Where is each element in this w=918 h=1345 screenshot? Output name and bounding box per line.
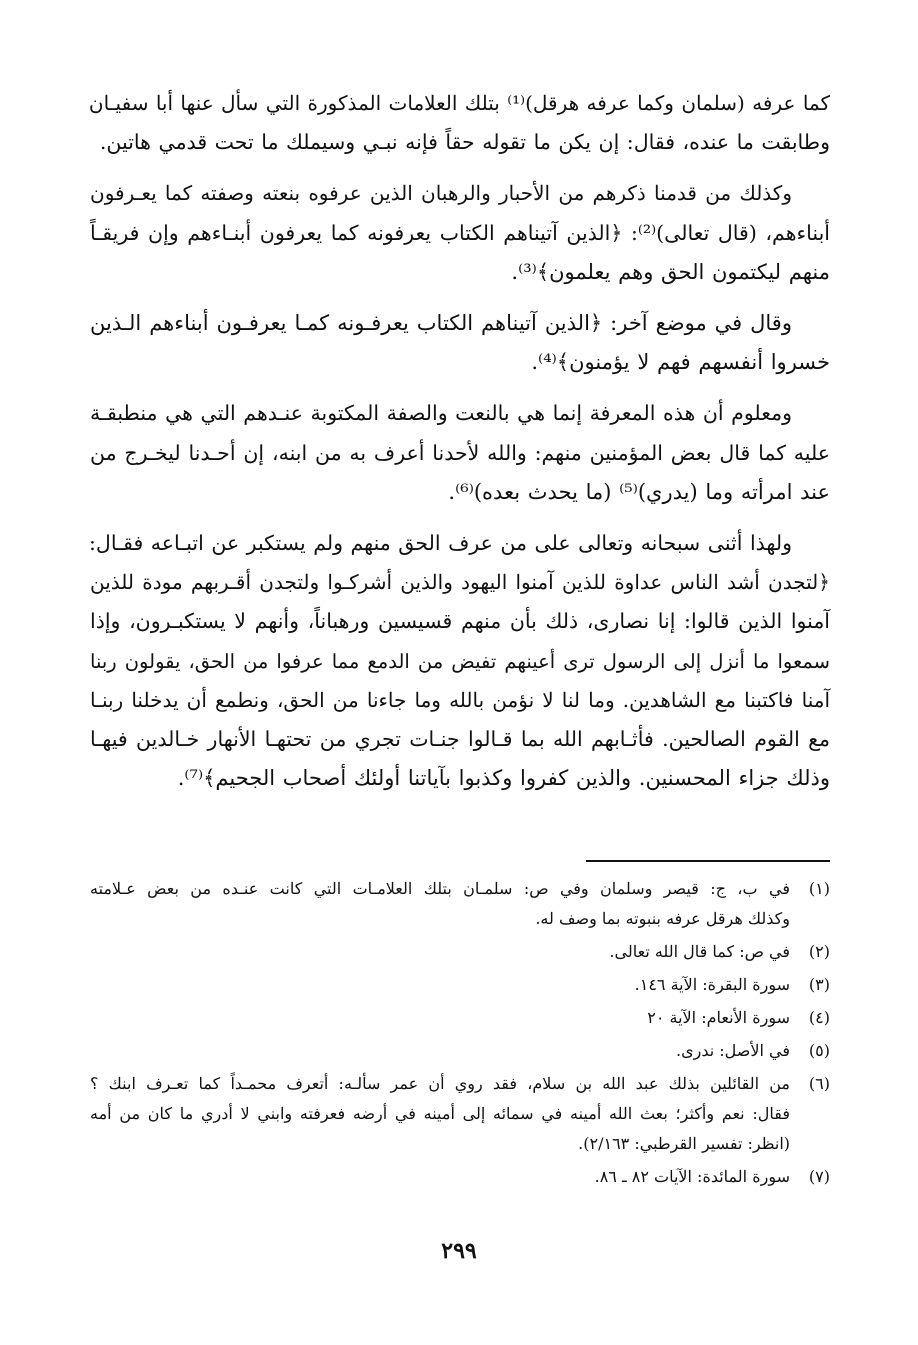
footnote-text: من القائلين بذلك عبد الله بن سلام، فقد روي أن عمر سألـه: أتعرف محمـداً كما تعـرف ابنك ؟ bbox=[90, 1074, 790, 1093]
footnote-text: سورة الأنعام: الآية ٢٠ bbox=[647, 1008, 790, 1027]
paragraph bbox=[90, 394, 830, 512]
text-line: منهم ليكتمون الحق وهم يعلمون﴾⁽³⁾. bbox=[511, 259, 830, 284]
footnote-number: (٥) bbox=[808, 1041, 830, 1060]
text-line: خسروا أنفسهم فهم لا يؤمنون﴾⁽⁴⁾. bbox=[531, 350, 830, 375]
paragraph bbox=[90, 304, 830, 382]
footnote bbox=[90, 970, 830, 1000]
text-line: وقال في موضع آخر: ﴿الذين آتيناهم الكتاب يعرفـونه كمـا يعرفـون أبناءهم الـذين bbox=[90, 311, 792, 336]
footnote-number: (١) bbox=[808, 879, 830, 898]
main-text bbox=[90, 84, 830, 810]
text-line: ومعلوم أن هذه المعرفة إنما هي بالنعت والصفة المكتوبة عنـدهم التي هي منطبقـة bbox=[90, 401, 792, 426]
footnotes bbox=[90, 874, 830, 1195]
text-line: وكذلك من قدمنا ذكرهم من الأحبار والرهبان الذين عرفوه بنعته وصفته كما يعـرفون bbox=[90, 181, 792, 206]
paragraph bbox=[90, 174, 830, 292]
footnote-text: في ب، ج: قيصر وسلمان وفي ص: سلمـان بتلك العلامـات التي كانت عنـده من بعض عـلامته bbox=[90, 879, 790, 898]
footnote-text: سورة البقرة: الآية ١٤٦. bbox=[634, 975, 790, 994]
footnote-number: (٣) bbox=[808, 975, 830, 994]
text-line: وذلك جزاء المحسنين. والذين كفروا وكذبوا بآياتنا أولئك أصحاب الجحيم﴾⁽⁷⁾. bbox=[177, 766, 830, 791]
footnote-number: (٧) bbox=[808, 1167, 830, 1186]
paragraph bbox=[90, 524, 830, 798]
footnote-text: في ص: كما قال الله تعالى. bbox=[609, 942, 790, 961]
text-line: أبناءهم، (قال تعالى)⁽²⁾: ﴿الذين آتيناهم الكتاب يعرفونه كما يعرفون أبنـاءهم وإن فريقـاً bbox=[90, 220, 830, 245]
text-line: ولهذا أثنى سبحانه وتعالى على من عرف الحق منهم ولم يستكبر عن اتبـاعه فقـال: bbox=[89, 531, 792, 556]
text-line: كما عرفه (سلمان وكما عرفه هرقل)⁽¹⁾ بتلك العلامات المذكورة التي سأل عنها أبا سفيـان bbox=[88, 91, 830, 115]
text-line: عليه كما قال بعض المؤمنين منهم: والله لأحدنا أعرف به من ابنه، إن أحـدنا ليخـرج من bbox=[90, 440, 830, 465]
footnote-text: وكذلك هرقل عرفه بنبوته بما وصف له. bbox=[535, 909, 790, 928]
footnote-text: سورة المائدة: الآيات ٨٢ ـ ٨٦. bbox=[594, 1167, 790, 1186]
footnote bbox=[90, 1069, 830, 1159]
page-number: ٢٩٩ bbox=[441, 1238, 477, 1264]
footnote-number: (٤) bbox=[808, 1008, 830, 1027]
text-line: ﴿لتجدن أشد الناس عداوة للذين آمنوا اليهود والذين أشركـوا ولتجدن أقـربهم مودة للذين bbox=[90, 570, 830, 595]
footnote bbox=[90, 1003, 830, 1033]
footnote bbox=[90, 874, 830, 934]
footnote-text: في الأصل: ندرى. bbox=[675, 1041, 790, 1060]
footnote-text: فقال: نعم وأكثر؛ بعث الله أمينه في سمائه إلى أمينه في أرضه فعرفته وابني لا أدري ما كان من أمه bbox=[90, 1104, 791, 1123]
paragraph bbox=[90, 84, 830, 162]
text-line: عند امرأته وما (يدري)⁽⁵⁾ (ما يحدث بعده)⁽⁶⁾. bbox=[448, 479, 830, 504]
text-line: سمعوا ما أنزل إلى الرسول ترى أعينهم تفيض من الدمع مما عرفوا من الحق، يقولون ربنا bbox=[90, 649, 830, 673]
footnote-text: (انظر: تفسير القرطبي: ٢/١٦٣). bbox=[578, 1134, 790, 1153]
footnote bbox=[90, 937, 830, 967]
text-line: وطابقت ما عنده، فقال: إن يكن ما تقوله حقاً فإنه نبـي وسيملك ما تحت قدمي هاتين. bbox=[99, 130, 830, 155]
text-line: مع القوم الصالحين. فأثـابهم الله بما قـالوا جنـات تجري من تحتهـا الأنهار خـالدين فيهـا bbox=[90, 727, 830, 752]
text-line: آمنوا الذين قالوا: إنا نصارى، ذلك بأن منهم قسيسين ورهباناً، وأنهم لا يستكبـرون، وإذا bbox=[90, 609, 830, 634]
footnote bbox=[90, 1162, 830, 1192]
footnote-number: (٦) bbox=[808, 1074, 830, 1093]
text-line: آمنا فاكتبنا مع الشاهدين. وما لنا لا نؤمن بالله وما جاءنا من الحق، ونطمع أن يدخلنا ربنـا bbox=[90, 687, 830, 712]
footnote-number: (٢) bbox=[808, 942, 830, 961]
footnote-divider bbox=[586, 860, 830, 862]
footnote bbox=[90, 1036, 830, 1066]
